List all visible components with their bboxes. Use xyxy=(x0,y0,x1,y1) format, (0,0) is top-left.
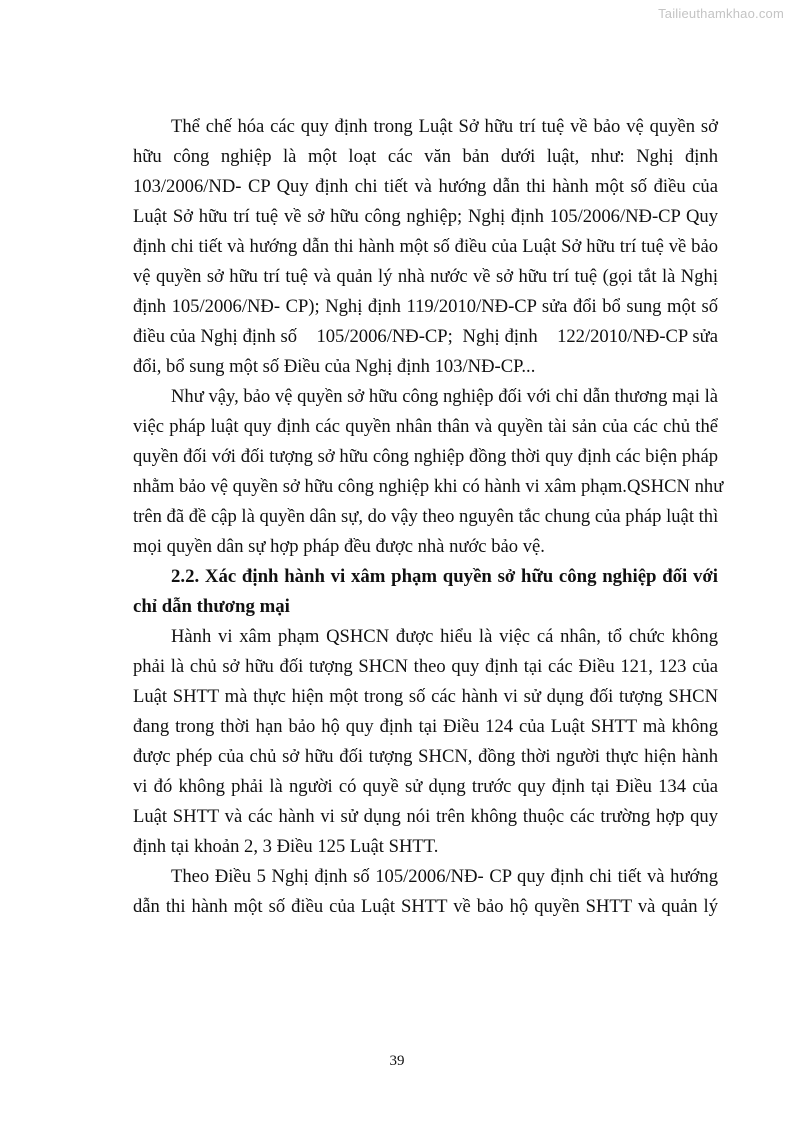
text-line: Theo Điều 5 Nghị định số 105/2006/NĐ- CP quy định chi tiết và hướng xyxy=(171,866,718,887)
text-line: định tại khoản 2, 3 Điều 125 Luật SHTT. xyxy=(133,836,439,857)
text-line: đổi, bổ sung một số Điều của Nghị định 103/NĐ-CP... xyxy=(133,356,536,377)
text-line: Luật Sở hữu trí tuệ về sở hữu công nghiệp; Nghị định 105/2006/NĐ-CP Quy xyxy=(133,206,718,227)
text-line: Luật SHTT mà thực hiện một trong số các hành vi sử dụng đối tượng SHCN xyxy=(133,686,718,707)
heading-line: chỉ dẫn thương mại xyxy=(133,596,290,617)
text-line: hữu công nghiệp là một loạt các văn bản dưới luật, như: Nghị định xyxy=(133,146,718,167)
text-line: điều của Nghị định số 105/2006/NĐ-CP; Nghị định 122/2010/NĐ-CP sửa xyxy=(133,326,718,347)
text-line: vi đó không phải là người có quyề sử dụng trước quy định tại Điều 134 của xyxy=(133,776,718,797)
text-line: Luật SHTT và các hành vi sử dụng nói trên không thuộc các trường hợp quy xyxy=(133,806,718,827)
text-line: định 105/2006/NĐ- CP); Nghị định 119/2010/NĐ-CP sửa đổi bổ sung một số xyxy=(133,296,718,317)
text-line: phải là chủ sở hữu đối tượng SHCN theo quy định tại các Điều 121, 123 của xyxy=(133,656,718,677)
paragraph-legal-documents xyxy=(133,112,718,382)
text-line: 103/2006/ND- CP Quy định chi tiết và hướng dẫn thi hành một số điều của xyxy=(133,176,718,197)
paragraph-protection-definition xyxy=(133,382,724,562)
section-heading-2-2 xyxy=(133,562,718,622)
text-line: Như vậy, bảo vệ quyền sở hữu công nghiệp đối với chỉ dẫn thương mại là xyxy=(171,386,719,407)
text-line: vệ quyền sở hữu trí tuệ và quản lý nhà nước về sở hữu trí tuệ (gọi tắt là Nghị xyxy=(133,266,718,287)
heading-line: 2.2. Xác định hành vi xâm phạm quyền sở hữu công nghiệp đối với xyxy=(171,566,718,587)
watermark: Tailieuthamkhao.com xyxy=(658,6,784,21)
page-number: 39 xyxy=(389,1053,405,1069)
text-line: việc pháp luật quy định các quyền nhân thân và quyền tài sản của các chủ thể xyxy=(133,416,718,437)
paragraph-article-5 xyxy=(133,862,718,922)
text-line: nhằm bảo vệ quyền sở hữu công nghiệp khi có hành vi xâm phạm.QSHCN như xyxy=(133,476,724,497)
text-line: trên đã đề cập là quyền dân sự, do vậy theo nguyên tắc chung của pháp luật thì xyxy=(133,506,719,527)
text-line: định chi tiết và hướng dẫn thi hành một số điều của Luật Sở hữu trí tuệ về bảo xyxy=(133,236,718,257)
text-line: được phép của chủ sở hữu đối tượng SHCN, đồng thời người thực hiện hành xyxy=(133,746,718,767)
text-line: đang trong thời hạn bảo hộ quy định tại Điều 124 của Luật SHTT mà không xyxy=(133,716,718,737)
text-line: Hành vi xâm phạm QSHCN được hiểu là việc cá nhân, tổ chức không xyxy=(171,626,718,647)
paragraph-infringement-definition xyxy=(133,622,718,862)
text-line: quyền đối với đối tượng sở hữu công nghiệp đồng thời quy định các biện pháp xyxy=(133,446,718,467)
text-line: mọi quyền dân sự hợp pháp đều được nhà nước bảo vệ. xyxy=(133,536,545,557)
text-line: Thể chế hóa các quy định trong Luật Sở hữu trí tuệ về bảo vệ quyền sở xyxy=(171,116,718,137)
document-body xyxy=(133,112,724,922)
text-line: dẫn thi hành một số điều của Luật SHTT về bảo hộ quyền SHTT và quản lý xyxy=(133,896,718,917)
